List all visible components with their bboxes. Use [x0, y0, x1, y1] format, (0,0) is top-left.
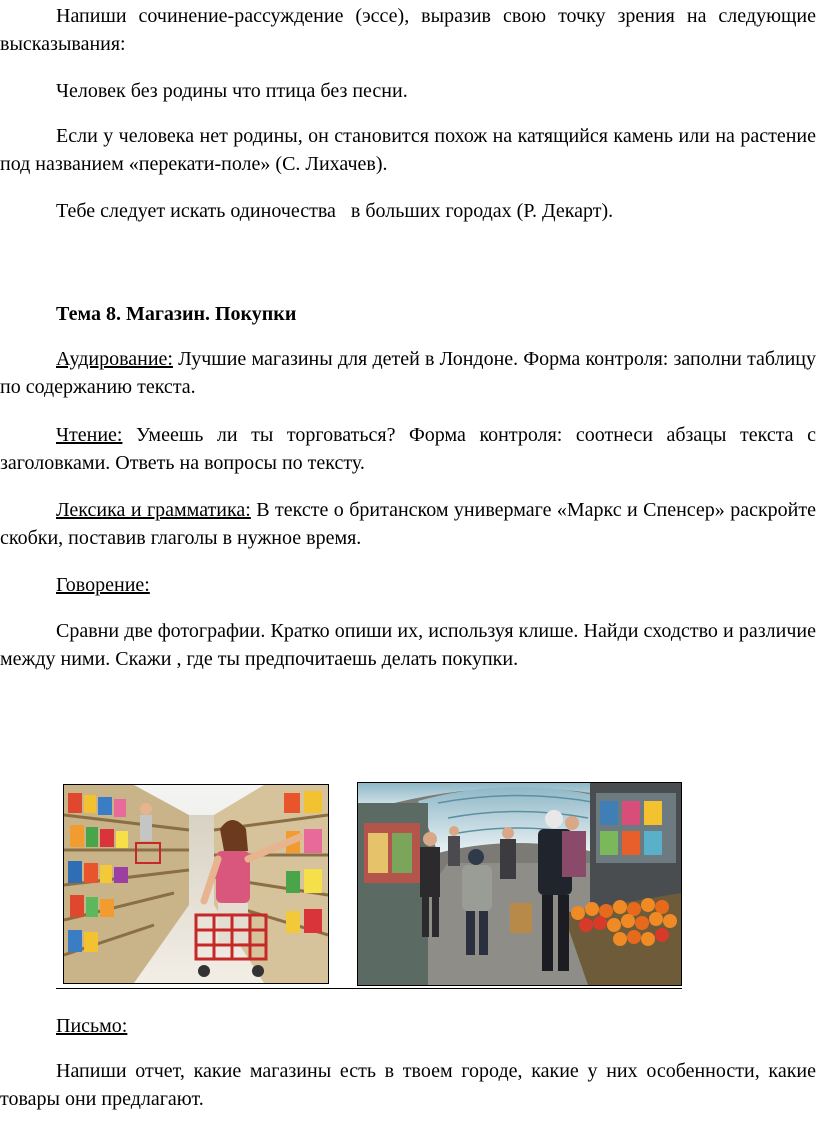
- supermarket-photo-drawing: [64, 785, 328, 983]
- reading-label: Чтение:: [56, 424, 123, 446]
- speaking-label: Говорение:: [56, 574, 150, 596]
- grammar-task: Лексика и грамматика: В тексте о британском универмаге «Маркс и Спенсер» раскройте скобки, поставив глаголы в нужное время.: [0, 499, 816, 549]
- quote-1: Человек без родины что птица без песни.: [56, 80, 408, 102]
- writing-heading: [0, 1012, 816, 1040]
- listening-label: Аудирование:: [56, 348, 173, 370]
- reading-task: Чтение: Умеешь ли ты торговаться? Форма контроля: соотнеси абзацы текста с заголовками. Ответь на вопросы по тексту.: [0, 424, 816, 474]
- writing-label: Письмо:: [56, 1015, 128, 1037]
- speaking-heading: [0, 571, 816, 599]
- market-photo: [357, 782, 682, 986]
- topic-title: Тема 8. Магазин. Покупки: [56, 303, 297, 325]
- grammar-label: Лексика и грамматика:: [56, 499, 251, 521]
- essay-instruction: Напиши сочинение-рассуждение (эссе), выразив свою точку зрения на следующие высказывания:: [0, 5, 816, 55]
- listening-task: Аудирование: Лучшие магазины для детей в Лондоне. Форма контроля: заполни таблицу по содержанию текста.: [0, 348, 816, 398]
- speaking-task: Сравни две фотографии. Кратко опиши их, используя клише. Найди сходство и различие между ними. Скажи , где ты предпочитаешь делать покупки.: [0, 620, 816, 670]
- quote-2: Если у человека нет родины, он становится похож на катящийся камень или на растение под названием «перекати-поле» (С. Лихачев).: [0, 125, 816, 175]
- photo-divider-line: [56, 988, 682, 989]
- supermarket-photo: [63, 784, 329, 984]
- writing-task: Напиши отчет, какие магазины есть в твоем городе, какие у них особенности, какие товары они предлагают.: [0, 1060, 816, 1110]
- market-photo-drawing: [358, 783, 681, 985]
- quote-3: Тебе следует искать одиночества в больших городах (Р. Декарт).: [56, 200, 614, 222]
